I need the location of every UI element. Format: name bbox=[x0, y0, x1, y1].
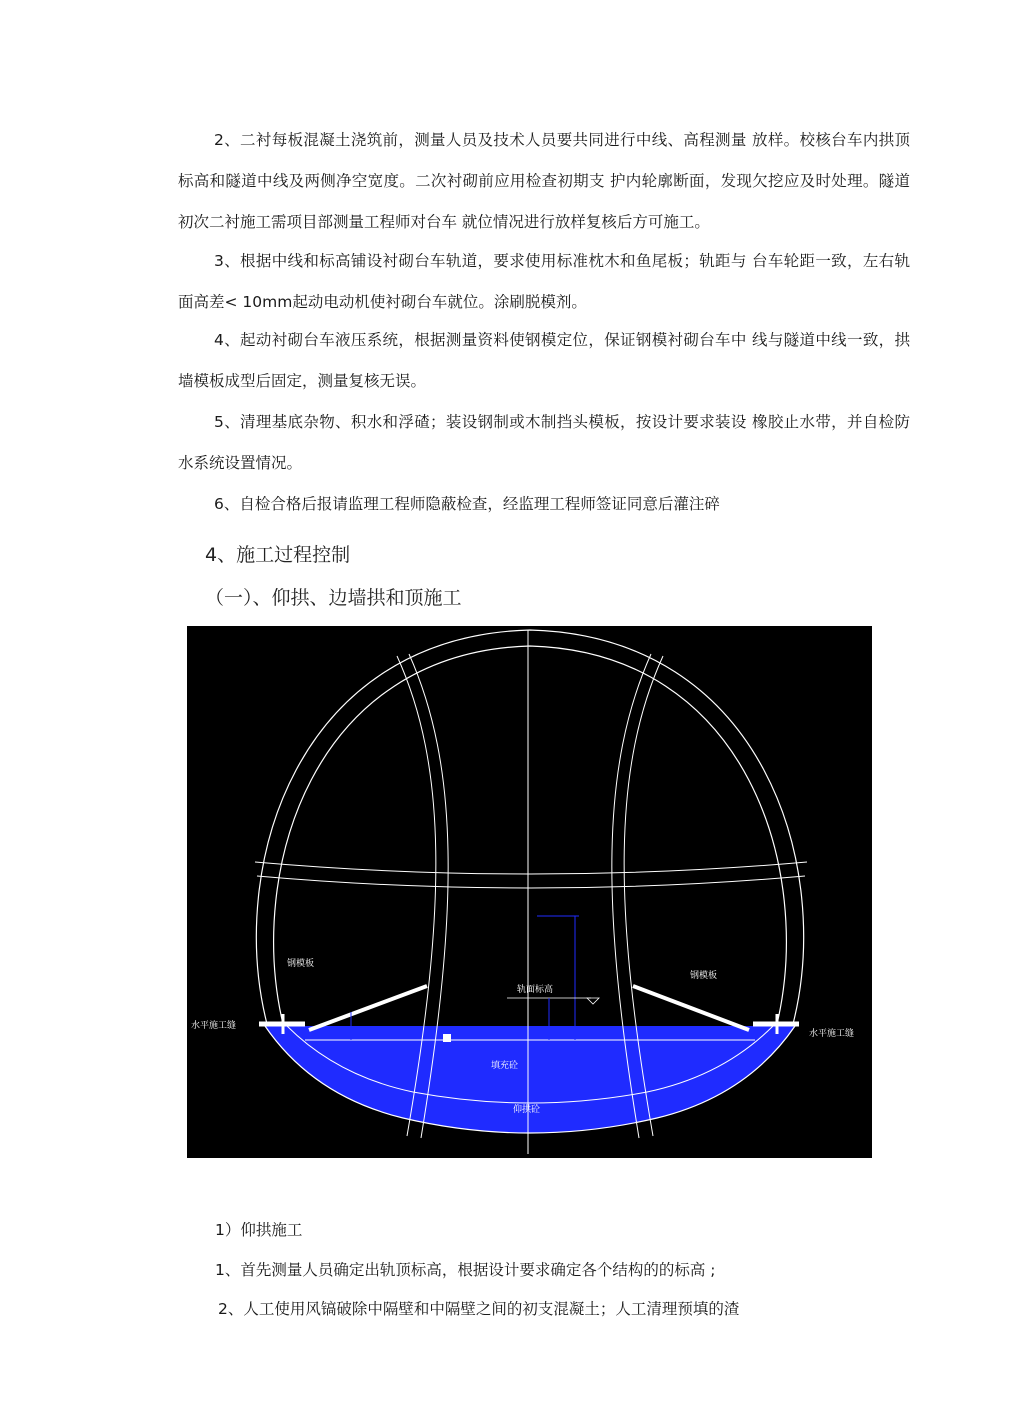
paragraph-3: 3、根据中线和标高铺设衬砌台车轨道，要求使用标准枕木和鱼尾板；轨距与 台车轮距一致，左右轨面高差< 10mm起动电动机使衬砌台车就位。涂刷脱模剂。 bbox=[178, 252, 910, 311]
label-rail-elevation: 轨面标高 bbox=[517, 985, 554, 995]
subsection-heading: （一）、仰拱、边墙拱和顶施工 bbox=[205, 587, 462, 609]
paragraph-2: 2、二衬每板混凝土浇筑前，测量人员及技术人员要共同进行中线、高程测量 放样。校核台车内拱顶标高和隧道中线及两侧净空宽度。二次衬砌前应用检查初期支 护内轮廓断面，发现欠挖应及时处理。隧道初次二衬施工需项目部测量工程师对台车 就位情况进行放样复核后方可施工。 bbox=[178, 131, 910, 231]
center-marker bbox=[443, 1034, 451, 1042]
section-heading: 4、施工过程控制 bbox=[205, 544, 351, 566]
invert-concrete-fill bbox=[265, 1026, 795, 1133]
label-joint-right: 水平施工缝 bbox=[809, 1029, 855, 1039]
horizontal-band-lower bbox=[257, 876, 805, 888]
tunnel-cross-section-diagram bbox=[187, 626, 872, 1158]
label-formwork-right: 钢模板 bbox=[690, 971, 718, 981]
paragraph-6: 6、自检合格后报请监理工程师隐蔽检查，经监理工程师签证同意后灌注碎 bbox=[214, 495, 720, 513]
left-strut bbox=[309, 986, 427, 1030]
label-joint-left: 水平施工缝 bbox=[191, 1021, 237, 1031]
label-fill-concrete: 填充砼 bbox=[491, 1061, 519, 1071]
horizontal-band-upper bbox=[255, 862, 807, 874]
label-formwork-left: 钢模板 bbox=[287, 959, 315, 969]
right-strut bbox=[633, 986, 749, 1030]
label-invert-concrete: 仰拱砼 bbox=[513, 1105, 541, 1115]
paragraph-5: 5、清理基底杂物、积水和浮碴；装设钢制或木制挡头模板，按设计要求装设 橡胶止水带，并自检防水系统设置情况。 bbox=[178, 413, 910, 472]
rail-marker-triangle bbox=[587, 998, 599, 1004]
inner-lining-arch bbox=[274, 646, 787, 1024]
paragraph-4: 4、起动衬砌台车液压系统，根据测量资料使钢模定位，保证钢模衬砌台车中 线与隧道中线一致，拱墙模板成型后固定，测量复核无误。 bbox=[178, 331, 910, 390]
diagram-svg bbox=[187, 626, 872, 1158]
step-1: 1、首先测量人员确定出轨顶标高，根据设计要求确定各个结构的的标高 ; bbox=[215, 1261, 716, 1279]
step-2: 2、人工使用风镐破除中隔壁和中隔壁之间的初支混凝土；人工清理预填的渣 bbox=[218, 1300, 740, 1318]
invert-construction-title: 1）仰拱施工 bbox=[215, 1221, 303, 1239]
outer-lining-arch bbox=[256, 630, 803, 1024]
